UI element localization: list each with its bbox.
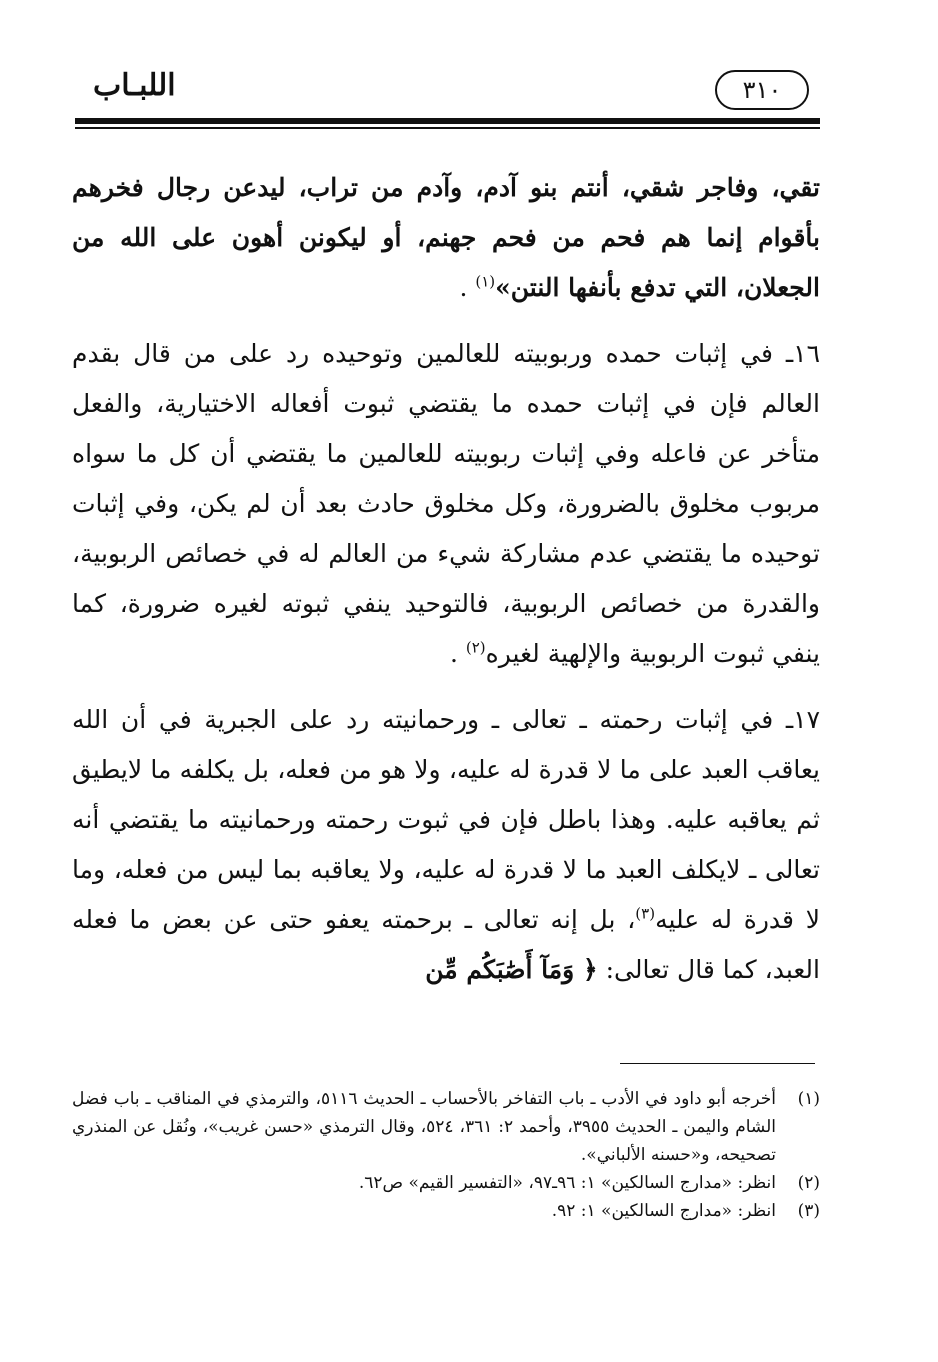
footnote-item — [72, 1197, 820, 1225]
page-header — [75, 60, 820, 130]
footnote-number: (٢) — [797, 1173, 820, 1193]
page-number: ٣١٠ — [715, 70, 809, 110]
footnotes — [72, 1085, 820, 1225]
main-text — [72, 163, 820, 995]
header-rule-thin — [75, 127, 820, 129]
footnote-ref-1[interactable]: (١) — [475, 272, 496, 291]
paragraph-16-end: . — [449, 639, 466, 668]
footnote-separator — [620, 1063, 815, 1064]
book-title: اللبـاب — [93, 68, 176, 103]
footnote-item — [72, 1085, 820, 1169]
quran-verse: ﴿ وَمَآ أَصَٰبَكُم مِّن — [425, 955, 598, 984]
footnote-number: (١) — [797, 1089, 820, 1109]
footnote-text: أخرجه أبو داود في الأدب ـ باب التفاخر بالأحساب ـ الحديث ٥١١٦، والترمذي في المناقب ـ باب فضل الشام واليمن ـ الحديث ٣٩٥٥، وأحمد ٢: ٣٦١، ٥٢٤، وقال الترمذي «حسن غريب»، ونُقل عن المنذري تصحيحه، و«حسنه الألباني». — [72, 1089, 777, 1165]
header-rule-thick — [75, 118, 820, 124]
paragraph-17-text-b: ، بل إنه تعالى ـ برحمته يعفو حتى عن بعض ما فعله العبد، كما قال تعالى: — [72, 905, 820, 984]
footnote-number: (٣) — [797, 1201, 820, 1221]
footnote-item — [72, 1169, 820, 1197]
footnote-text: انظر: «مدارج السالكين» ١: ٩٦ـ٩٧، «التفسير القيم» ص٦٢. — [358, 1173, 776, 1193]
paragraph-16-text: ١٦ـ في إثبات حمده وربوبيته للعالمين وتوحيده رد على من قال بقدم العالم فإن في إثبات حمده ما يقتضي ثبوت أفعاله الاختيارية، والفعل متأخر عن فاعله وفي إثبات ربوبيته للعالمين ما يقتضي أن كل ما سواه مربوب مخلوق بالضرورة، وكل مخلوق حادث بعد أن لم يكن، وفي إثبات توحيده ما يقتضي عدم مشاركة شيء من العالم له في خصائص الربوبية، والقدرة من خصائص الربوبية، فالتوحيد ينفي ثبوته لغيره ضرورة، كما ينفي ثبوت الربوبية والإلهية لغيره — [72, 339, 820, 668]
paragraph-17-text-a: ١٧ـ في إثبات رحمته ـ تعالى ـ ورحمانيته رد على الجبرية في أن الله يعاقب العبد على ما لا قدرة له عليه، ولا هو من فعله، بل يكلفه ما لايطيق ثم يعاقبه عليه. وهذا باطل فإن في ثبوت رحمته ورحمانيته ما يقتضي أنه تعالى ـ لايكلف العبد ما لا قدرة له عليه، ولا يعاقبه بما ليس من فعله، وما لا قدرة له عليه — [72, 705, 820, 934]
paragraph-17 — [72, 695, 820, 995]
footnote-ref-3[interactable]: (٣) — [635, 904, 656, 923]
paragraph-16 — [72, 329, 820, 679]
paragraph-1-end: . — [459, 273, 476, 302]
hadith-text: تقي، وفاجر شقي، أنتم بنو آدم، وآدم من تراب، ليدعن رجال فخرهم بأقوام إنما هم فحم من فحم جهنم، أو ليكونن أهون على الله من الجعلان، التي تدفع بأنفها النتن» — [72, 173, 820, 302]
footnote-text: انظر: «مدارج السالكين» ١: ٩٢. — [551, 1201, 776, 1221]
footnote-ref-2[interactable]: (٢) — [465, 638, 486, 657]
paragraph-1 — [72, 163, 820, 313]
